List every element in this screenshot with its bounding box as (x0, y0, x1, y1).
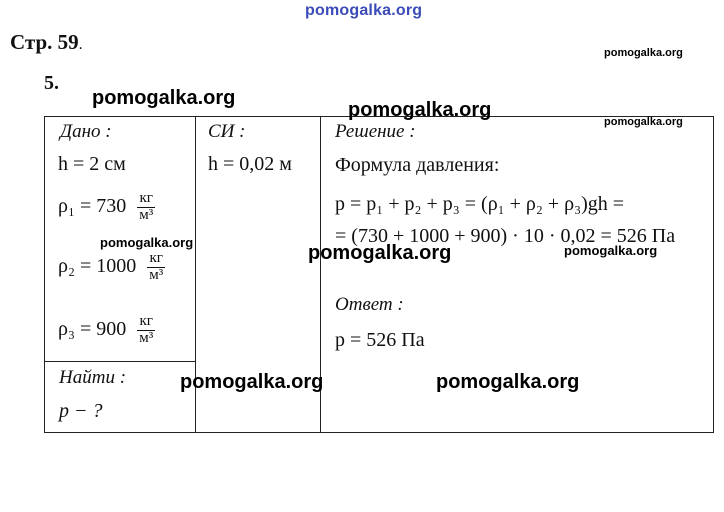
given-rho3-lhs: ρ₃ = 900 (58, 317, 127, 340)
page-number-text: Стр. 59 (10, 30, 79, 54)
given-rho2-unit (147, 251, 165, 284)
find-cell (45, 362, 196, 433)
unit-denominator: м³ (149, 266, 164, 283)
si-header: СИ : (208, 121, 246, 142)
answer-header: Ответ : (335, 294, 404, 315)
watermark: pomogalka.org (604, 116, 683, 128)
solution-line-2: = (730 + 1000 + 900) · 10 · 0,02 = 526 Па (335, 225, 676, 247)
formula-title: Формула давления: (335, 154, 500, 176)
given-rho3 (58, 314, 155, 347)
unit-denominator: м³ (139, 329, 154, 346)
find-value: p − ? (59, 400, 103, 422)
si-h: h = 0,02 м (208, 153, 292, 175)
page-number-dot: . (78, 36, 83, 53)
given-rho1-unit (137, 191, 155, 224)
solution-line-1: p = p₁ + p₂ + p₃ = (ρ₁ + ρ₂ + ρ₃)gh = (335, 193, 625, 215)
watermark: pomogalka.org (100, 235, 194, 250)
task-table (44, 116, 714, 433)
given-h: h = 2 см (58, 153, 126, 175)
given-rho3-unit (137, 314, 155, 347)
watermark: pomogalka.org (564, 243, 658, 258)
watermark-top: pomogalka.org (305, 2, 423, 19)
unit-numerator: кг (137, 191, 155, 208)
given-rho1-lhs: ρ₁ = 730 (58, 194, 127, 217)
watermark: pomogalka.org (348, 99, 492, 121)
watermark: pomogalka.org (308, 242, 452, 264)
solution-header: Решение : (335, 121, 416, 142)
given-rho1 (58, 191, 155, 224)
find-header: Найти : (59, 367, 127, 388)
watermark: pomogalka.org (604, 47, 683, 59)
watermark: pomogalka.org (92, 87, 236, 109)
unit-numerator: кг (137, 314, 155, 331)
page-number (10, 30, 83, 55)
task-number: 5. (44, 72, 59, 94)
unit-denominator: м³ (139, 206, 154, 223)
unit-numerator: кг (147, 251, 165, 268)
given-rho2 (58, 251, 165, 284)
given-header: Дано : (60, 121, 112, 142)
watermark: pomogalka.org (180, 371, 324, 393)
watermark: pomogalka.org (436, 371, 580, 393)
given-rho2-lhs: ρ₂ = 1000 (58, 254, 137, 277)
answer-value: p = 526 Па (335, 329, 425, 351)
